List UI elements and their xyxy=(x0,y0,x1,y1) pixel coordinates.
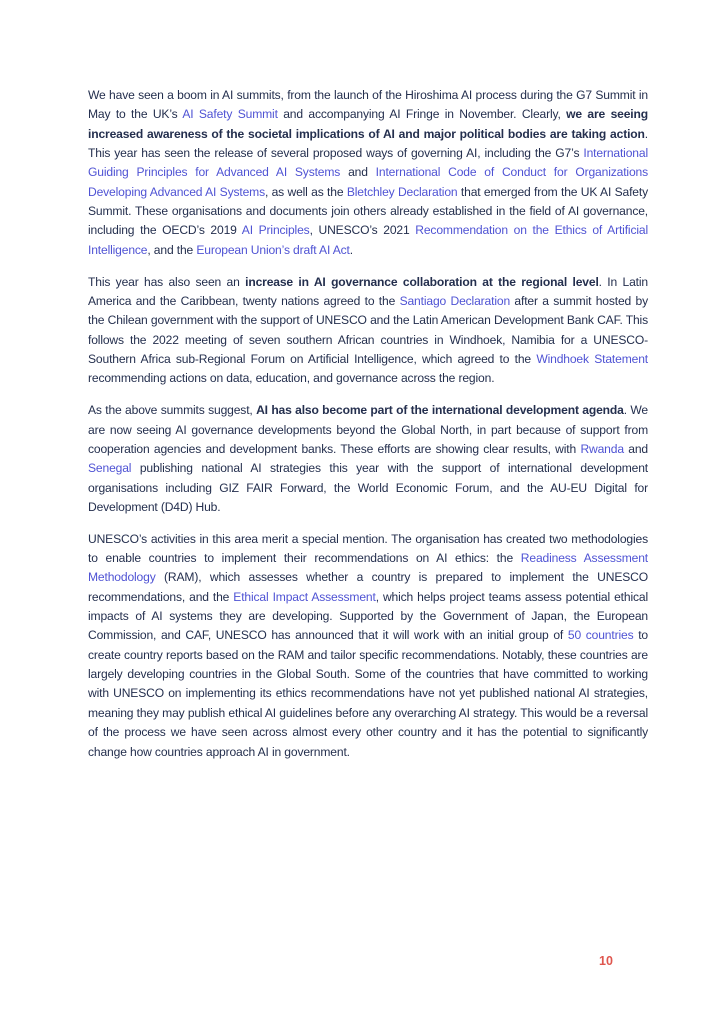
inline-link[interactable]: Rwanda xyxy=(580,441,624,456)
inline-link[interactable]: Senegal xyxy=(88,461,132,476)
text-segment: As the above summits suggest, xyxy=(88,403,257,418)
bold-text: AI has also become part of the international development agenda xyxy=(256,403,624,418)
text-segment: , and the xyxy=(147,242,197,257)
inline-link[interactable]: International Guiding Principles for Advanced AI Systems xyxy=(88,146,648,180)
text-segment: . We are now seeing AI governance developments beyond the Global North, in part because of support from cooperation agencies and development banks. These efforts are showing clear results, with xyxy=(88,403,648,456)
text-segment: . In Latin America and the Caribbean, twenty nations agreed to the xyxy=(88,274,648,308)
paragraph-ai-summits xyxy=(88,86,648,260)
text-segment: . This year has seen the release of several proposed ways of governing AI, including the G7’s xyxy=(88,126,648,161)
text-segment: (RAM), which assesses whether a country is prepared to implement the UNESCO recommendations, and the xyxy=(88,570,648,604)
inline-link[interactable]: Santiago Declaration xyxy=(399,293,511,308)
text-segment: after a summit hosted by the Chilean government with the support of UNESCO and the Latin American Development Bank CAF. This follows the 2022 meeting of seven southern African countries in Windhoek, Namibia for a UNESCO-Southern Africa sub-Regional Forum on Artificial Intelligence, which agreed to the xyxy=(88,293,649,366)
body-text xyxy=(88,86,648,774)
text-segment: , as well as the xyxy=(264,184,347,199)
inline-link[interactable]: International Code of Conduct for Organizations Developing Advanced AI Systems xyxy=(88,165,648,199)
text-segment: , UNESCO’s 2021 xyxy=(309,223,416,238)
text-segment: and accompanying AI Fringe in November. Clearly, xyxy=(277,107,567,122)
text-segment: , which helps project teams assess potential ethical impacts of AI systems they are developing. Supported by the Government of Japan, the European Commission, and CAF, UNESCO has announced that it will work with an initial group of xyxy=(88,589,648,643)
inline-link[interactable]: 50 countries xyxy=(567,628,634,643)
inline-link[interactable]: Recommendation on the Ethics of Artificial Intelligence xyxy=(88,223,648,257)
bold-text: we are seeing increased awareness of the societal implications of AI and major political bodies are taking action xyxy=(88,107,648,141)
paragraph-unesco-activities xyxy=(88,530,648,762)
paragraph-development-agenda xyxy=(88,401,648,517)
inline-link[interactable]: Windhoek Statement xyxy=(536,351,648,366)
text-segment: We have seen a boom in AI summits, from the launch of the Hiroshima AI process during the G7 Summit in May to the UK’s xyxy=(88,88,648,122)
text-segment: UNESCO’s activities in this area merit a special mention. The organisation has created two methodologies to enable countries to implement their recommendations on AI ethics: the xyxy=(88,531,648,566)
page-number: 10 xyxy=(599,954,613,968)
paragraph-regional-collaboration xyxy=(88,273,648,389)
inline-link[interactable]: European Union’s draft AI Act xyxy=(196,242,350,257)
text-segment: publishing national AI strategies this year with the support of international development organisations including GIZ FAIR Forward, the World Economic Forum, and the AU-EU Digital for Development (D4D) Hub. xyxy=(88,461,648,514)
inline-link[interactable]: AI Principles xyxy=(241,223,310,238)
inline-link[interactable]: Readiness Assessment Methodology xyxy=(88,551,649,585)
text-segment: to create country reports based on the RAM and tailor specific recommendations. Notably, these countries are largely developing countries in the Global South. Some of the countries that have committed to working with UNESCO on implementing its ethics recommendations have not yet published national AI strategies, meaning they may publish ethical AI guidelines before any overarching AI strategy. This would be a reversal of the process we have seen across almost every other country and it has the potential to significantly change how countries approach AI in government. xyxy=(88,628,648,759)
text-segment: that emerged from the UK AI Safety Summit. These organisations and documents join others already established in the field of AI governance, including the OECD’s 2019 xyxy=(88,184,648,238)
inline-link[interactable]: Bletchley Declaration xyxy=(346,184,458,199)
text-segment: . xyxy=(349,242,353,257)
inline-link[interactable]: Ethical Impact Assessment xyxy=(233,589,376,604)
text-segment: and xyxy=(340,165,376,180)
text-segment: and xyxy=(623,441,648,456)
text-segment: recommending actions on data, education, and governance across the region. xyxy=(88,371,495,386)
text-segment: This year has also seen an xyxy=(88,274,246,289)
bold-text: increase in AI governance collaboration at the regional level xyxy=(245,274,599,289)
inline-link[interactable]: AI Safety Summit xyxy=(182,107,278,122)
